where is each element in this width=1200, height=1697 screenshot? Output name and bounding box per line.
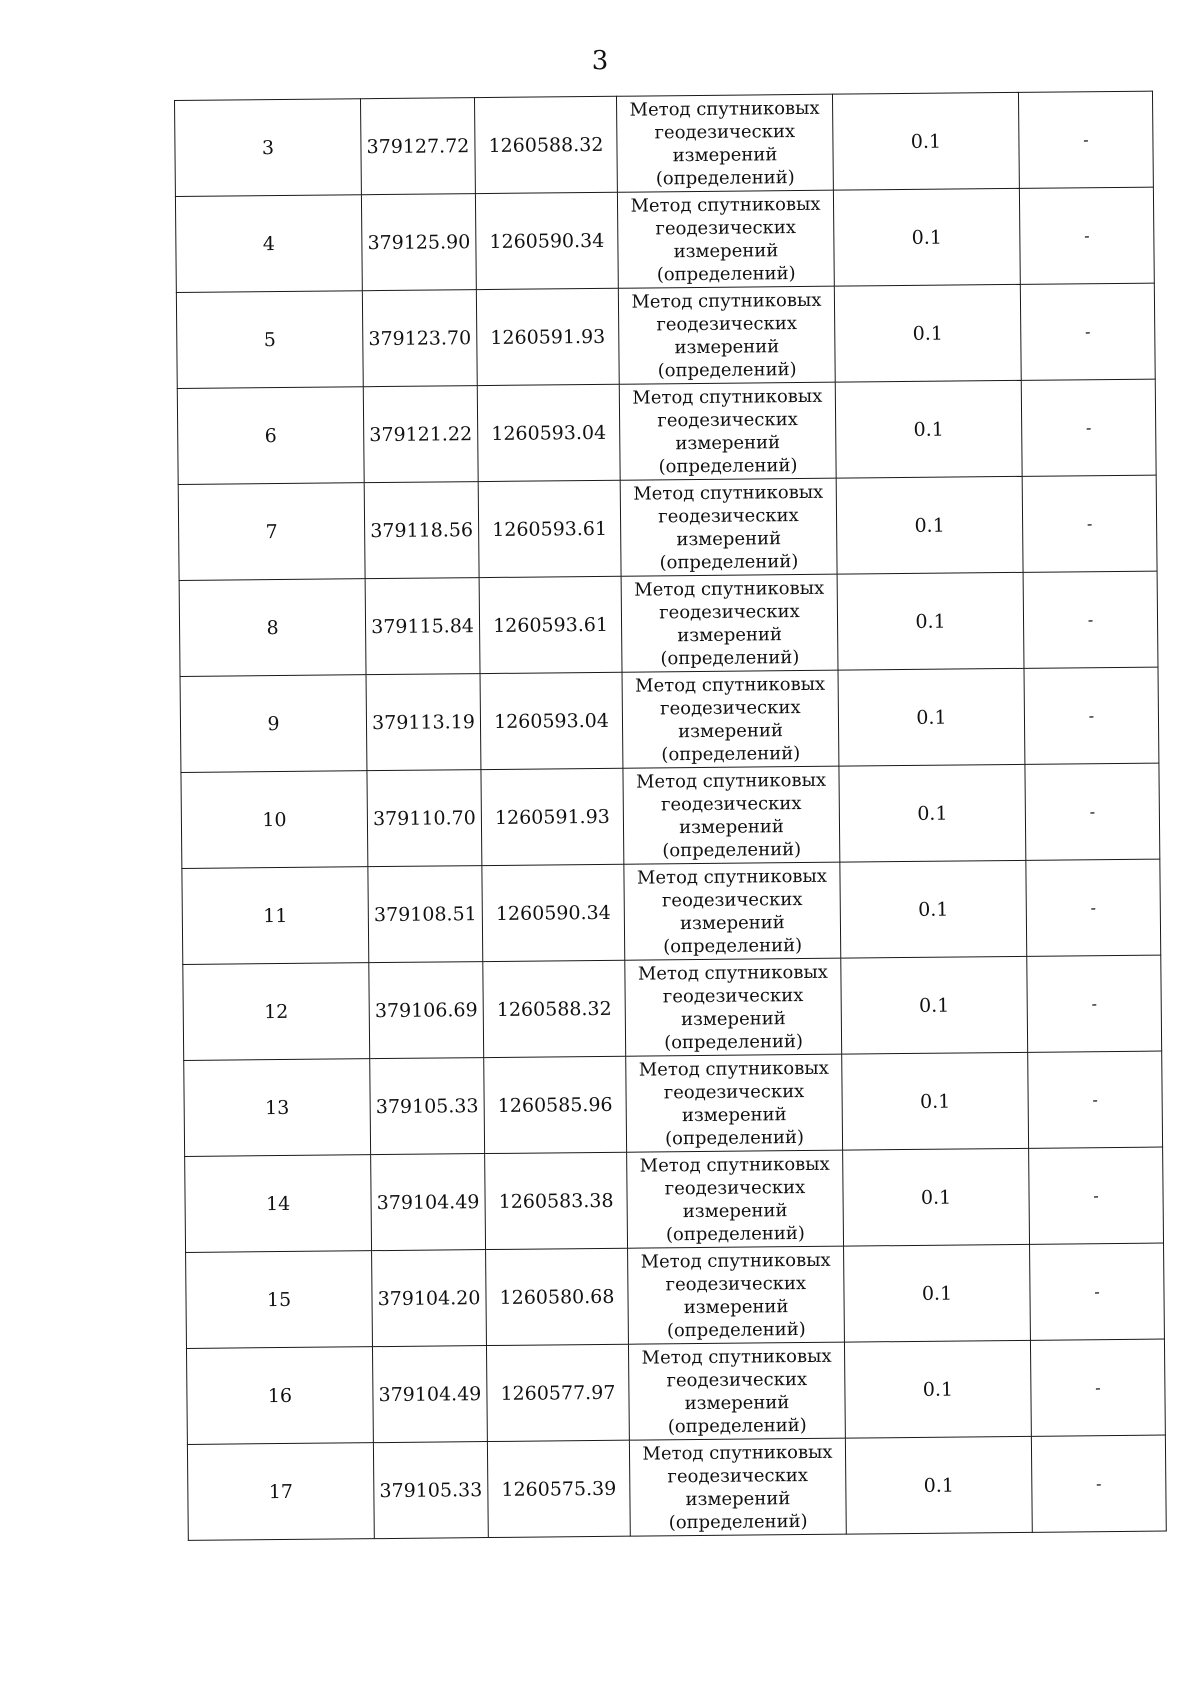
method-cell: [618, 286, 835, 384]
point-number-cell: 10: [181, 771, 368, 869]
method-text-line: геодезических: [660, 792, 802, 815]
accuracy-cell: 0.1: [832, 92, 1019, 190]
y-coordinate-cell: 1260593.61: [478, 480, 621, 577]
point-number-cell: 16: [186, 1347, 373, 1445]
x-coordinate-cell: 379118.56: [364, 482, 479, 579]
accuracy-cell: 0.1: [839, 764, 1026, 862]
method-text-line: геодезических: [661, 888, 803, 911]
table-row: [178, 475, 1157, 580]
method-text-line: (определений): [661, 742, 801, 765]
table-row: [177, 379, 1156, 484]
method-text-line: измерений: [679, 911, 785, 934]
method-text-line: Метод спутниковых: [641, 1345, 832, 1369]
method-cell: [620, 478, 837, 576]
y-coordinate-cell: 1260590.34: [475, 192, 618, 289]
table-row: [184, 1051, 1163, 1156]
point-number-cell: 5: [176, 291, 363, 389]
method-text-line: (определений): [667, 1414, 807, 1437]
method-text-line: измерений: [672, 143, 778, 166]
x-coordinate-cell: 379123.70: [362, 290, 477, 387]
method-text-line: измерений: [675, 431, 781, 454]
x-coordinate-cell: 379104.49: [372, 1346, 487, 1443]
point-number-cell: 12: [183, 963, 370, 1061]
method-text-line: измерений: [680, 1007, 786, 1030]
accuracy-cell: 0.1: [845, 1436, 1032, 1534]
note-cell: -: [1030, 1339, 1165, 1436]
x-coordinate-cell: 379106.69: [369, 962, 484, 1059]
accuracy-cell: 0.1: [834, 284, 1021, 382]
note-cell: -: [1025, 763, 1160, 860]
note-cell: -: [1023, 571, 1158, 668]
note-cell: -: [1020, 283, 1155, 380]
method-text-line: Метод спутниковых: [638, 1057, 829, 1081]
method-text-line: (определений): [665, 1222, 805, 1245]
method-text-line: измерений: [678, 719, 783, 742]
method-text-line: (определений): [656, 262, 796, 285]
accuracy-cell: 0.1: [836, 476, 1023, 574]
method-text-line: Метод спутниковых: [634, 577, 825, 601]
note-cell: -: [1019, 187, 1154, 284]
method-text-line: геодезических: [659, 696, 801, 719]
method-cell: [621, 574, 838, 672]
method-text-line: геодезических: [659, 600, 800, 623]
point-number-cell: 11: [182, 867, 369, 965]
method-text-line: геодезических: [663, 1080, 805, 1103]
method-cell: [626, 1054, 843, 1152]
method-text-line: измерений: [674, 335, 780, 358]
y-coordinate-cell: 1260575.39: [487, 1440, 630, 1537]
table-row: [186, 1339, 1165, 1444]
y-coordinate-cell: 1260591.93: [481, 768, 624, 865]
point-number-cell: 15: [186, 1251, 373, 1349]
x-coordinate-cell: 379115.84: [365, 578, 480, 675]
y-coordinate-cell: 1260593.04: [477, 384, 620, 481]
method-text-line: Метод спутниковых: [635, 673, 826, 697]
table-row: [175, 91, 1154, 196]
x-coordinate-cell: 379105.33: [373, 1442, 488, 1539]
method-text-line: Метод спутниковых: [642, 1441, 833, 1465]
method-text-line: Метод спутниковых: [629, 97, 820, 121]
table-row: [187, 1435, 1166, 1540]
method-cell: [619, 382, 836, 480]
method-text-line: Метод спутниковых: [633, 481, 824, 505]
method-text-line: Метод спутниковых: [637, 961, 828, 985]
y-coordinate-cell: 1260583.38: [485, 1152, 628, 1249]
accuracy-cell: 0.1: [842, 1052, 1029, 1150]
x-coordinate-cell: 379108.51: [368, 866, 483, 963]
y-coordinate-cell: 1260588.32: [474, 96, 617, 193]
method-text-line: Метод спутниковых: [640, 1249, 831, 1273]
method-text-line: измерений: [673, 239, 779, 262]
accuracy-cell: 0.1: [835, 380, 1022, 478]
method-cell: [617, 190, 834, 288]
method-cell: [616, 94, 833, 192]
x-coordinate-cell: 379125.90: [361, 194, 476, 291]
table-row: [175, 187, 1154, 292]
method-text-line: измерений: [677, 623, 783, 646]
note-cell: -: [1031, 1435, 1166, 1532]
method-text-line: измерений: [679, 815, 784, 838]
method-text-line: Метод спутниковых: [636, 865, 828, 889]
method-cell: [622, 670, 839, 768]
method-text-line: (определений): [668, 1510, 808, 1533]
method-text-line: (определений): [659, 550, 799, 573]
method-text-line: измерений: [681, 1103, 787, 1126]
method-text-line: геодезических: [666, 1368, 808, 1391]
method-text-line: измерений: [684, 1391, 790, 1414]
point-number-cell: 3: [175, 99, 362, 197]
method-text-line: геодезических: [655, 216, 797, 239]
method-cell: [624, 862, 841, 960]
method-cell: [628, 1246, 845, 1344]
y-coordinate-cell: 1260593.04: [480, 672, 623, 769]
point-number-cell: 17: [187, 1443, 374, 1541]
method-text-line: (определений): [660, 646, 800, 669]
method-text-line: геодезических: [664, 1176, 806, 1199]
method-cell: [625, 958, 842, 1056]
method-text-line: (определений): [663, 934, 803, 957]
y-coordinate-cell: 1260590.34: [482, 864, 625, 961]
method-text-line: (определений): [655, 166, 795, 189]
accuracy-cell: 0.1: [840, 860, 1027, 958]
note-cell: -: [1024, 667, 1159, 764]
method-text-line: геодезических: [665, 1272, 807, 1295]
accuracy-cell: 0.1: [838, 668, 1025, 766]
x-coordinate-cell: 379110.70: [367, 770, 482, 867]
method-text-line: геодезических: [657, 408, 798, 431]
method-text-line: (определений): [666, 1318, 806, 1341]
y-coordinate-cell: 1260591.93: [476, 288, 619, 385]
x-coordinate-cell: 379121.22: [363, 386, 478, 483]
note-cell: -: [1027, 955, 1162, 1052]
table-row: [179, 571, 1158, 676]
note-cell: -: [1021, 379, 1156, 476]
point-number-cell: 8: [179, 579, 366, 677]
table-row: [183, 955, 1162, 1060]
accuracy-cell: 0.1: [844, 1340, 1031, 1438]
method-text-line: Метод спутниковых: [632, 385, 823, 409]
point-number-cell: 9: [180, 675, 367, 773]
note-cell: -: [1028, 1051, 1163, 1148]
method-text-line: (определений): [664, 1126, 805, 1149]
method-text-line: Метод спутниковых: [639, 1153, 830, 1177]
point-number-cell: 4: [175, 195, 362, 293]
y-coordinate-cell: 1260593.61: [479, 576, 622, 673]
table-row: [181, 763, 1160, 868]
x-coordinate-cell: 379104.20: [372, 1250, 487, 1347]
note-cell: -: [1022, 475, 1157, 572]
method-text-line: Метод спутниковых: [630, 193, 821, 217]
page-number: 3: [591, 46, 609, 76]
method-cell: [623, 766, 840, 864]
x-coordinate-cell: 379105.33: [370, 1058, 485, 1155]
method-text-line: измерений: [676, 527, 782, 550]
method-text-line: геодезических: [662, 984, 804, 1007]
point-number-cell: 6: [177, 387, 364, 485]
note-cell: -: [1026, 859, 1161, 956]
method-cell: [628, 1342, 845, 1440]
x-coordinate-cell: 379113.19: [366, 674, 481, 771]
x-coordinate-cell: 379104.49: [371, 1154, 486, 1251]
point-number-cell: 7: [178, 483, 365, 581]
method-text-line: (определений): [664, 1030, 804, 1053]
coordinates-table: [174, 91, 1167, 1541]
table-body: [175, 91, 1167, 1540]
accuracy-cell: 0.1: [841, 956, 1028, 1054]
method-text-line: измерений: [682, 1199, 788, 1222]
method-text-line: измерений: [683, 1295, 789, 1318]
table-row: [186, 1243, 1165, 1348]
y-coordinate-cell: 1260588.32: [483, 960, 626, 1057]
point-number-cell: 14: [185, 1155, 372, 1253]
y-coordinate-cell: 1260585.96: [484, 1056, 627, 1153]
method-text-line: (определений): [657, 358, 797, 381]
method-text-line: геодезических: [667, 1464, 809, 1487]
coordinates-table-container: [174, 91, 1166, 1541]
method-text-line: геодезических: [658, 504, 799, 527]
accuracy-cell: 0.1: [837, 572, 1024, 670]
accuracy-cell: 0.1: [844, 1244, 1031, 1342]
y-coordinate-cell: 1260580.68: [486, 1248, 629, 1345]
table-row: [176, 283, 1155, 388]
method-cell: [629, 1438, 846, 1536]
method-text-line: геодезических: [656, 312, 798, 335]
table-row: [180, 667, 1159, 772]
accuracy-cell: 0.1: [833, 188, 1020, 286]
note-cell: -: [1018, 91, 1153, 188]
method-text-line: геодезических: [654, 120, 796, 143]
y-coordinate-cell: 1260577.97: [486, 1344, 629, 1441]
table-row: [185, 1147, 1164, 1252]
note-cell: -: [1029, 1147, 1164, 1244]
x-coordinate-cell: 379127.72: [360, 98, 475, 195]
note-cell: -: [1030, 1243, 1165, 1340]
method-text-line: измерений: [685, 1487, 791, 1510]
point-number-cell: 13: [184, 1059, 371, 1157]
method-text-line: Метод спутниковых: [631, 289, 822, 313]
method-text-line: Метод спутниковых: [635, 769, 827, 793]
method-cell: [627, 1150, 844, 1248]
method-text-line: (определений): [662, 838, 802, 861]
table-row: [182, 859, 1161, 964]
accuracy-cell: 0.1: [843, 1148, 1030, 1246]
method-text-line: (определений): [658, 454, 798, 477]
